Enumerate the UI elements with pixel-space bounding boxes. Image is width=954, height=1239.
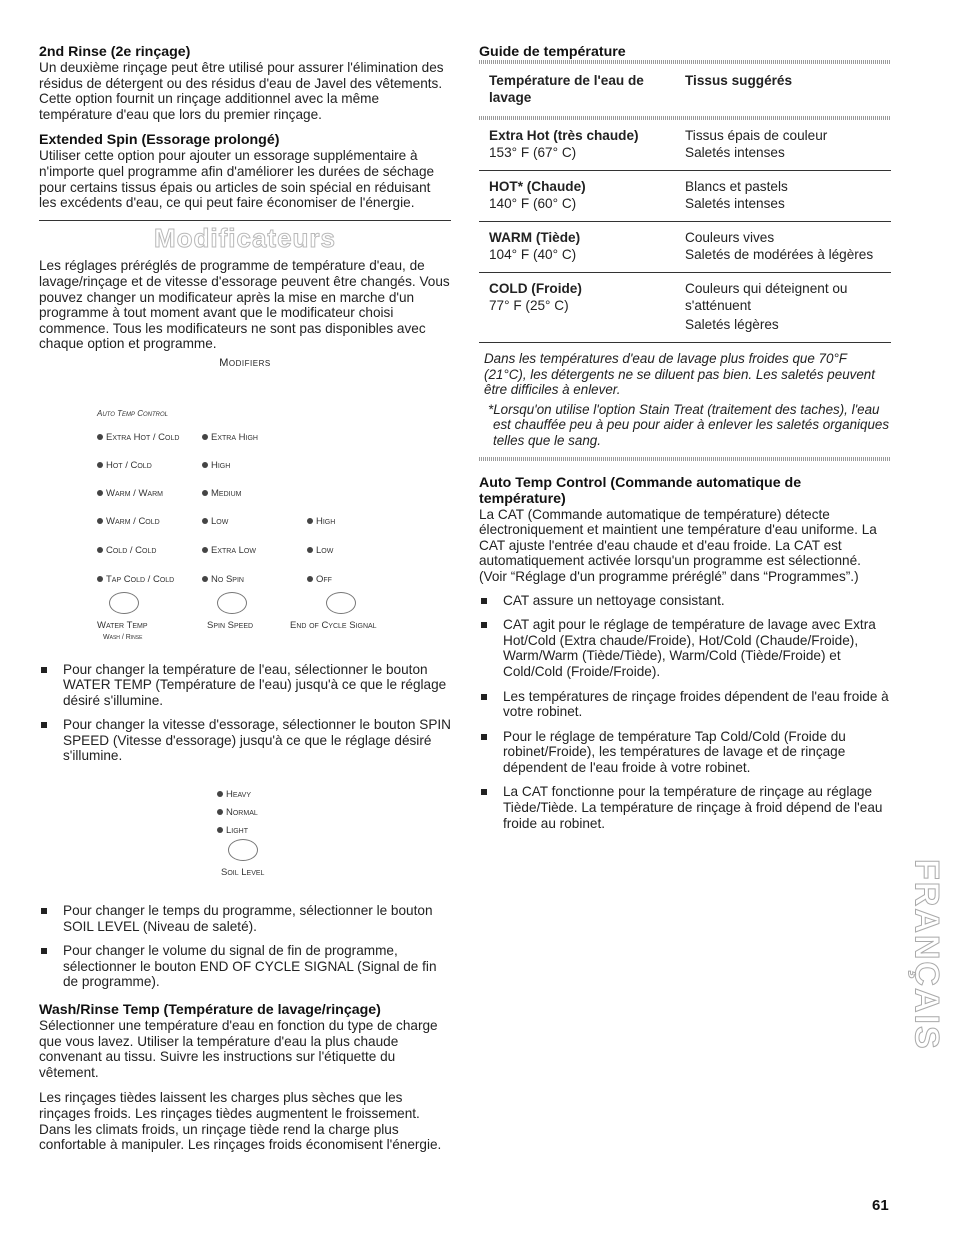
extended-spin-heading: Extended Spin (Essorage prolongé) <box>39 132 280 149</box>
second-rinse-text: Un deuxième rinçage peut être utilisé pour assurer l'élimination des résidus de détergent ou des résidus d'eau de Javel des vêtements. Cette option fournit un rinçage additionnel avec la même température d'eau que lors du premier rinçage. <box>39 60 444 122</box>
temperature-table <box>479 64 891 343</box>
language-side-tab: FRANÇAIS <box>907 859 946 1051</box>
modifiers-heading: Modificateurs <box>153 222 337 253</box>
wash-rinse-text-2: Les rinçages tièdes laissent les charges plus sèches que les rinçages froids. Les rinçages tièdes augmentent le froissement. Dans les climats froids, un rinçage tiède rend la charge plus confortable à manipuler. Les rinçages froids économisent l'énergie. <box>39 1090 442 1153</box>
table-row: Extra Hot (très chaude) 153° F (67° C) Tissus épais de couleur Saletés intenses <box>479 120 891 171</box>
soil-option: Normal <box>217 805 258 821</box>
auto-temp-heading: Auto Temp Control (Commande automatique de température) <box>479 474 802 507</box>
stain-treat-note: *Lorsqu'on utilise l'option Stain Treat (traitement des taches), l'eau est chauffée peu à peu pour aider à enlever les saletés organiques telles que le sang. <box>488 401 890 448</box>
spin-option: Low <box>202 514 228 530</box>
list-item: CAT agit pour le réglage de température de lavage avec Extra Hot/Cold (Extra chaude/Froide), Hot/Cold (Chaude/Froide), Warm/Warm (Tiède/Tiède), Warm/Cold (Tiède/Froide) et Cold/Cold (Froide/Froide). <box>479 617 891 679</box>
spin-option: High <box>202 458 230 474</box>
spin-speed-label: Spin Speed <box>207 619 254 631</box>
table-header-temp: Température de l'eau de lavage <box>489 73 644 105</box>
spin-option: Medium <box>202 486 241 502</box>
wash-rinse-text-1: Sélectionner une température d'eau en fonction du type de charge que vous lavez. Utiliser la température d'eau la plus chaude convenant au tissu. Suivre les instructions sur l'étiquette du vêtement. <box>39 1018 438 1080</box>
auto-temp-list <box>479 593 891 832</box>
table-header-fabrics: Tissus suggérés <box>685 73 793 88</box>
right-column <box>479 44 891 840</box>
section-divider <box>39 220 451 221</box>
soil-option: Light <box>217 823 248 839</box>
signal-option: Off <box>307 572 332 588</box>
extended-spin-text: Utiliser cette option pour ajouter un essorage supplémentaire à n'importe quel programme afin d'améliorer les durées de séchage pour certains tissus épais ou articles de soin spécial en réduisant les excédents d'eau, ce qui peut faire économiser de l'énergie. <box>39 148 435 211</box>
table-row: HOT* (Chaude) 140° F (60° C) Blancs et pastels Saletés intenses <box>479 171 891 222</box>
water-temp-option: Extra Hot / Cold <box>97 430 179 446</box>
temperature-guide-heading: Guide de température <box>479 44 626 60</box>
auto-temp-text: La CAT (Commande automatique de température) détecte électroniquement et maintient une température d'eau uniforme. La CAT ajuste l'entrée d'eau chaude et d'eau froide. La CAT est automatiquement activée lorsqu'un programme est sélectionné. (Voir “Réglage d'un programme préréglé” dans “Programmes”.) <box>479 506 877 584</box>
soil-option: Heavy <box>217 787 251 803</box>
change-settings-list-1 <box>39 662 451 765</box>
list-item: Pour changer la température de l'eau, sélectionner le bouton WATER TEMP (Température de l'eau) jusqu'à ce que le réglage désiré s'illumine. <box>39 662 451 709</box>
table-row: WARM (Tiède) 104° F (40° C) Couleurs vives Saletés de modérées à légères <box>479 222 891 273</box>
soil-level-label: Soil Level <box>221 867 265 879</box>
water-temp-button <box>109 592 139 614</box>
list-item: Pour changer la vitesse d'essorage, sélectionner le bouton SPIN SPEED (Vitesse d'essorage) jusqu'à ce que le réglage désiré s'illumine. <box>39 717 451 764</box>
panel-title: Modifiers <box>219 356 271 369</box>
spin-speed-button <box>217 592 247 614</box>
cold-water-note: Dans les températures d'eau de lavage plus froides que 70°F (21°C), les détergents ne se diluent pas bien. Les saletés peuvent être difficiles à enlever. <box>484 351 875 398</box>
modifiers-panel-illustration <box>39 372 451 662</box>
end-of-cycle-signal-label: End of Cycle Signal <box>290 619 377 631</box>
wash-rinse-sublabel: Wash / Rinse <box>103 633 143 641</box>
water-temp-option: Warm / Cold <box>97 514 160 530</box>
wash-rinse-heading: Wash/Rinse Temp (Température de lavage/rinçage) <box>39 1002 381 1019</box>
water-temp-option: Warm / Warm <box>97 486 163 502</box>
dotted-rule <box>479 457 891 461</box>
modifiers-text: Les réglages préréglés de programme de température d'eau, de lavage/rinçage et de vitesse d'essorage peuvent être changés. Vous pouvez changer un modificateur après la mise en marche d'un programme à tout moment avant que le modificateur choisi commence. Tous les modificateurs ne sont pas disponibles avec chaque option et programme. <box>39 258 450 352</box>
table-row: COLD (Froide) 77° F (25° C) Couleurs qui déteignent ou s'atténuent Saletés légères <box>479 273 891 343</box>
signal-option: Low <box>307 543 333 559</box>
spin-option: Extra Low <box>202 543 256 559</box>
list-item: Pour le réglage de température Tap Cold/Cold (Froide du robinet/Froide), les températures de lavage et de rinçage dépendent de l'eau froide à votre robinet. <box>479 729 891 776</box>
change-settings-list-2 <box>39 903 451 990</box>
spin-option: No Spin <box>202 572 244 588</box>
water-temp-option: Cold / Cold <box>97 543 156 559</box>
signal-option: High <box>307 514 335 530</box>
water-temp-label: Water Temp <box>97 619 148 631</box>
second-rinse-heading: 2nd Rinse (2e rinçage) <box>39 44 191 60</box>
list-item: Pour changer le volume du signal de fin de programme, sélectionner le bouton END OF CYCLE SIGNAL (Signal de fin de programme). <box>39 943 451 990</box>
soil-level-illustration <box>39 773 451 883</box>
list-item: Les températures de rinçage froides dépendent de l'eau froide à votre robinet. <box>479 689 891 720</box>
water-temp-option: Hot / Cold <box>97 458 152 474</box>
end-of-cycle-signal-button <box>326 592 356 614</box>
water-temp-option: Tap Cold / Cold <box>97 572 174 588</box>
auto-temp-label: Auto Temp Control <box>97 408 169 418</box>
soil-level-button <box>228 839 258 861</box>
left-column <box>39 44 451 1153</box>
page-number: 61 <box>872 1197 889 1214</box>
list-item: Pour changer le temps du programme, sélectionner le bouton SOIL LEVEL (Niveau de saleté). <box>39 903 451 934</box>
spin-option: Extra High <box>202 430 258 446</box>
list-item: CAT assure un nettoyage consistant. <box>479 593 891 609</box>
list-item: La CAT fonctionne pour la température de rinçage au réglage Tiède/Tiède. La température de rinçage à froid dépend de l'eau froide au robinet. <box>479 784 891 831</box>
